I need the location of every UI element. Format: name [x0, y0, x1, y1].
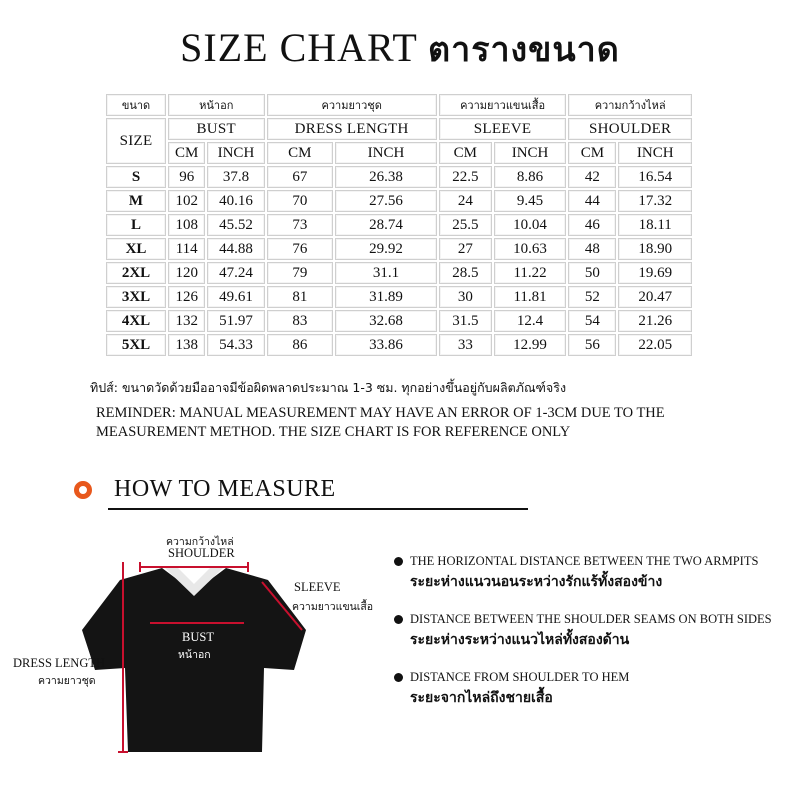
measure-cell: 114	[168, 238, 205, 260]
measure-cell: 28.74	[335, 214, 437, 236]
sleeve-label-th: ความยาวแขนเสื้อ	[292, 601, 374, 613]
title-th: ตารางขนาด	[428, 30, 620, 70]
measure-cell: 86	[267, 334, 334, 356]
measurement-diagram	[0, 520, 390, 800]
table-row	[106, 238, 692, 260]
measure-cell: 24	[439, 190, 492, 212]
measure-cell: 50	[568, 262, 616, 284]
table-row	[106, 214, 692, 236]
measure-cell: 81	[267, 286, 334, 308]
col-en-shoulder: SHOULDER	[568, 118, 692, 140]
unit-cm: CM	[439, 142, 492, 164]
measure-cell: 22.5	[439, 166, 492, 188]
col-th-bust: หน้าอก	[168, 94, 265, 116]
title-en: SIZE CHART	[180, 25, 418, 70]
bullet-en: THE HORIZONTAL DISTANCE BETWEEN THE TWO ARMPITS	[410, 554, 759, 568]
bullet-dot-icon	[394, 557, 403, 566]
measure-cell: 11.81	[494, 286, 567, 308]
measure-cell: 21.26	[618, 310, 692, 332]
size-header-th: ขนาด	[106, 94, 166, 116]
size-cell: 4XL	[106, 310, 166, 332]
measure-cell: 16.54	[618, 166, 692, 188]
note-english: REMINDER: MANUAL MEASUREMENT MAY HAVE AN ERROR OF 1-3CM DUE TO THE MEASUREMENT METHOD. THE SIZE CHART IS FOR REFERENCE ONLY	[96, 405, 665, 440]
measure-cell: 28.5	[439, 262, 492, 284]
measure-cell: 138	[168, 334, 205, 356]
unit-inch: INCH	[618, 142, 692, 164]
measure-cell: 31.1	[335, 262, 437, 284]
unit-inch: INCH	[494, 142, 567, 164]
col-th-sleeve: ความยาวแขนเสื้อ	[439, 94, 566, 116]
orange-circle-icon	[74, 481, 92, 499]
bullet-th: ระยะจากไหล่ถึงชายเสื้อ	[410, 690, 553, 706]
bullet-dot-icon	[394, 673, 403, 682]
measure-cell: 73	[267, 214, 334, 236]
measure-cell: 20.47	[618, 286, 692, 308]
bullet-en: DISTANCE FROM SHOULDER TO HEM	[410, 670, 630, 684]
size-cell: XL	[106, 238, 166, 260]
size-cell: 5XL	[106, 334, 166, 356]
bullet-item	[394, 670, 629, 709]
measure-cell: 44	[568, 190, 616, 212]
bust-label-th: หน้าอก	[178, 649, 211, 661]
shoulder-label-en: SHOULDER	[168, 546, 235, 560]
measure-cell: 96	[168, 166, 205, 188]
measure-cell: 44.88	[207, 238, 264, 260]
measure-cell: 42	[568, 166, 616, 188]
measure-cell: 10.04	[494, 214, 567, 236]
col-en-sleeve: SLEEVE	[439, 118, 566, 140]
col-th-length: ความยาวชุด	[267, 94, 437, 116]
bullet-th: ระยะห่างแนวนอนระหว่างรักแร้ทั้งสองข้าง	[410, 574, 663, 590]
measure-cell: 9.45	[494, 190, 567, 212]
col-en-bust: BUST	[168, 118, 265, 140]
unit-cm: CM	[168, 142, 205, 164]
measure-cell: 108	[168, 214, 205, 236]
bullet-dot-icon	[394, 615, 403, 624]
measure-cell: 18.90	[618, 238, 692, 260]
how-to-measure-label: HOW TO MEASURE	[114, 476, 336, 502]
measure-cell: 56	[568, 334, 616, 356]
size-table	[104, 92, 694, 358]
measure-cell: 83	[267, 310, 334, 332]
measure-cell: 46	[568, 214, 616, 236]
measure-cell: 51.97	[207, 310, 264, 332]
measure-cell: 12.99	[494, 334, 567, 356]
size-cell: L	[106, 214, 166, 236]
size-cell: 2XL	[106, 262, 166, 284]
measure-cell: 22.05	[618, 334, 692, 356]
unit-cm: CM	[267, 142, 334, 164]
measure-cell: 25.5	[439, 214, 492, 236]
measure-cell: 27	[439, 238, 492, 260]
table-row	[106, 310, 692, 332]
bullet-item	[394, 612, 772, 651]
measure-cell: 102	[168, 190, 205, 212]
measure-cell: 52	[568, 286, 616, 308]
measure-cell: 12.4	[494, 310, 567, 332]
length-label-en: DRESS LENGTH	[13, 656, 106, 670]
measure-cell: 27.56	[335, 190, 437, 212]
table-row	[106, 262, 692, 284]
measure-cell: 132	[168, 310, 205, 332]
measure-cell: 37.8	[207, 166, 264, 188]
bust-label-en: BUST	[182, 630, 214, 644]
table-row	[106, 286, 692, 308]
unit-inch: INCH	[335, 142, 437, 164]
measure-cell: 47.24	[207, 262, 264, 284]
measure-cell: 70	[267, 190, 334, 212]
measure-cell: 33.86	[335, 334, 437, 356]
measure-cell: 79	[267, 262, 334, 284]
shoulder-label-th: ความกว้างไหล่	[166, 536, 234, 548]
measure-cell: 26.38	[335, 166, 437, 188]
measure-cell: 54	[568, 310, 616, 332]
size-cell: 3XL	[106, 286, 166, 308]
size-header-en: SIZE	[106, 118, 166, 164]
unit-cm: CM	[568, 142, 616, 164]
bullet-en: DISTANCE BETWEEN THE SHOULDER SEAMS ON BOTH SIDES	[410, 612, 772, 626]
size-cell: S	[106, 166, 166, 188]
unit-inch: INCH	[207, 142, 264, 164]
measure-cell: 120	[168, 262, 205, 284]
table-row	[106, 334, 692, 356]
measure-cell: 54.33	[207, 334, 264, 356]
heading-underline	[108, 508, 528, 510]
measure-cell: 11.22	[494, 262, 567, 284]
measure-cell: 18.11	[618, 214, 692, 236]
measure-cell: 31.5	[439, 310, 492, 332]
measure-cell: 17.32	[618, 190, 692, 212]
table-row	[106, 190, 692, 212]
sleeve-label-en: SLEEVE	[294, 580, 341, 594]
bullet-th: ระยะห่างระหว่างแนวไหล่ทั้งสองด้าน	[410, 632, 630, 648]
measure-cell: 76	[267, 238, 334, 260]
size-cell: M	[106, 190, 166, 212]
page-title	[0, 22, 800, 76]
measure-cell: 40.16	[207, 190, 264, 212]
measure-cell: 19.69	[618, 262, 692, 284]
measure-cell: 31.89	[335, 286, 437, 308]
measure-cell: 67	[267, 166, 334, 188]
length-label-th: ความยาวชุด	[38, 675, 96, 687]
measure-cell: 49.61	[207, 286, 264, 308]
measure-cell: 32.68	[335, 310, 437, 332]
measure-cell: 45.52	[207, 214, 264, 236]
measure-cell: 8.86	[494, 166, 567, 188]
note-thai: ทิปส์: ขนาดวัดด้วยมืออาจมีข้อผิดพลาดประมาณ 1-3 ซม. ทุกอย่างขึ้นอยู่กับผลิตภัณฑ์จริง	[90, 380, 567, 395]
measure-cell: 30	[439, 286, 492, 308]
measure-cell: 29.92	[335, 238, 437, 260]
measure-cell: 126	[168, 286, 205, 308]
measure-cell: 48	[568, 238, 616, 260]
measure-cell: 10.63	[494, 238, 567, 260]
bullet-item	[394, 554, 758, 593]
col-en-length: DRESS LENGTH	[267, 118, 437, 140]
how-to-measure-heading	[74, 476, 336, 503]
col-th-shoulder: ความกว้างไหล่	[568, 94, 692, 116]
table-row	[106, 166, 692, 188]
measure-cell: 33	[439, 334, 492, 356]
